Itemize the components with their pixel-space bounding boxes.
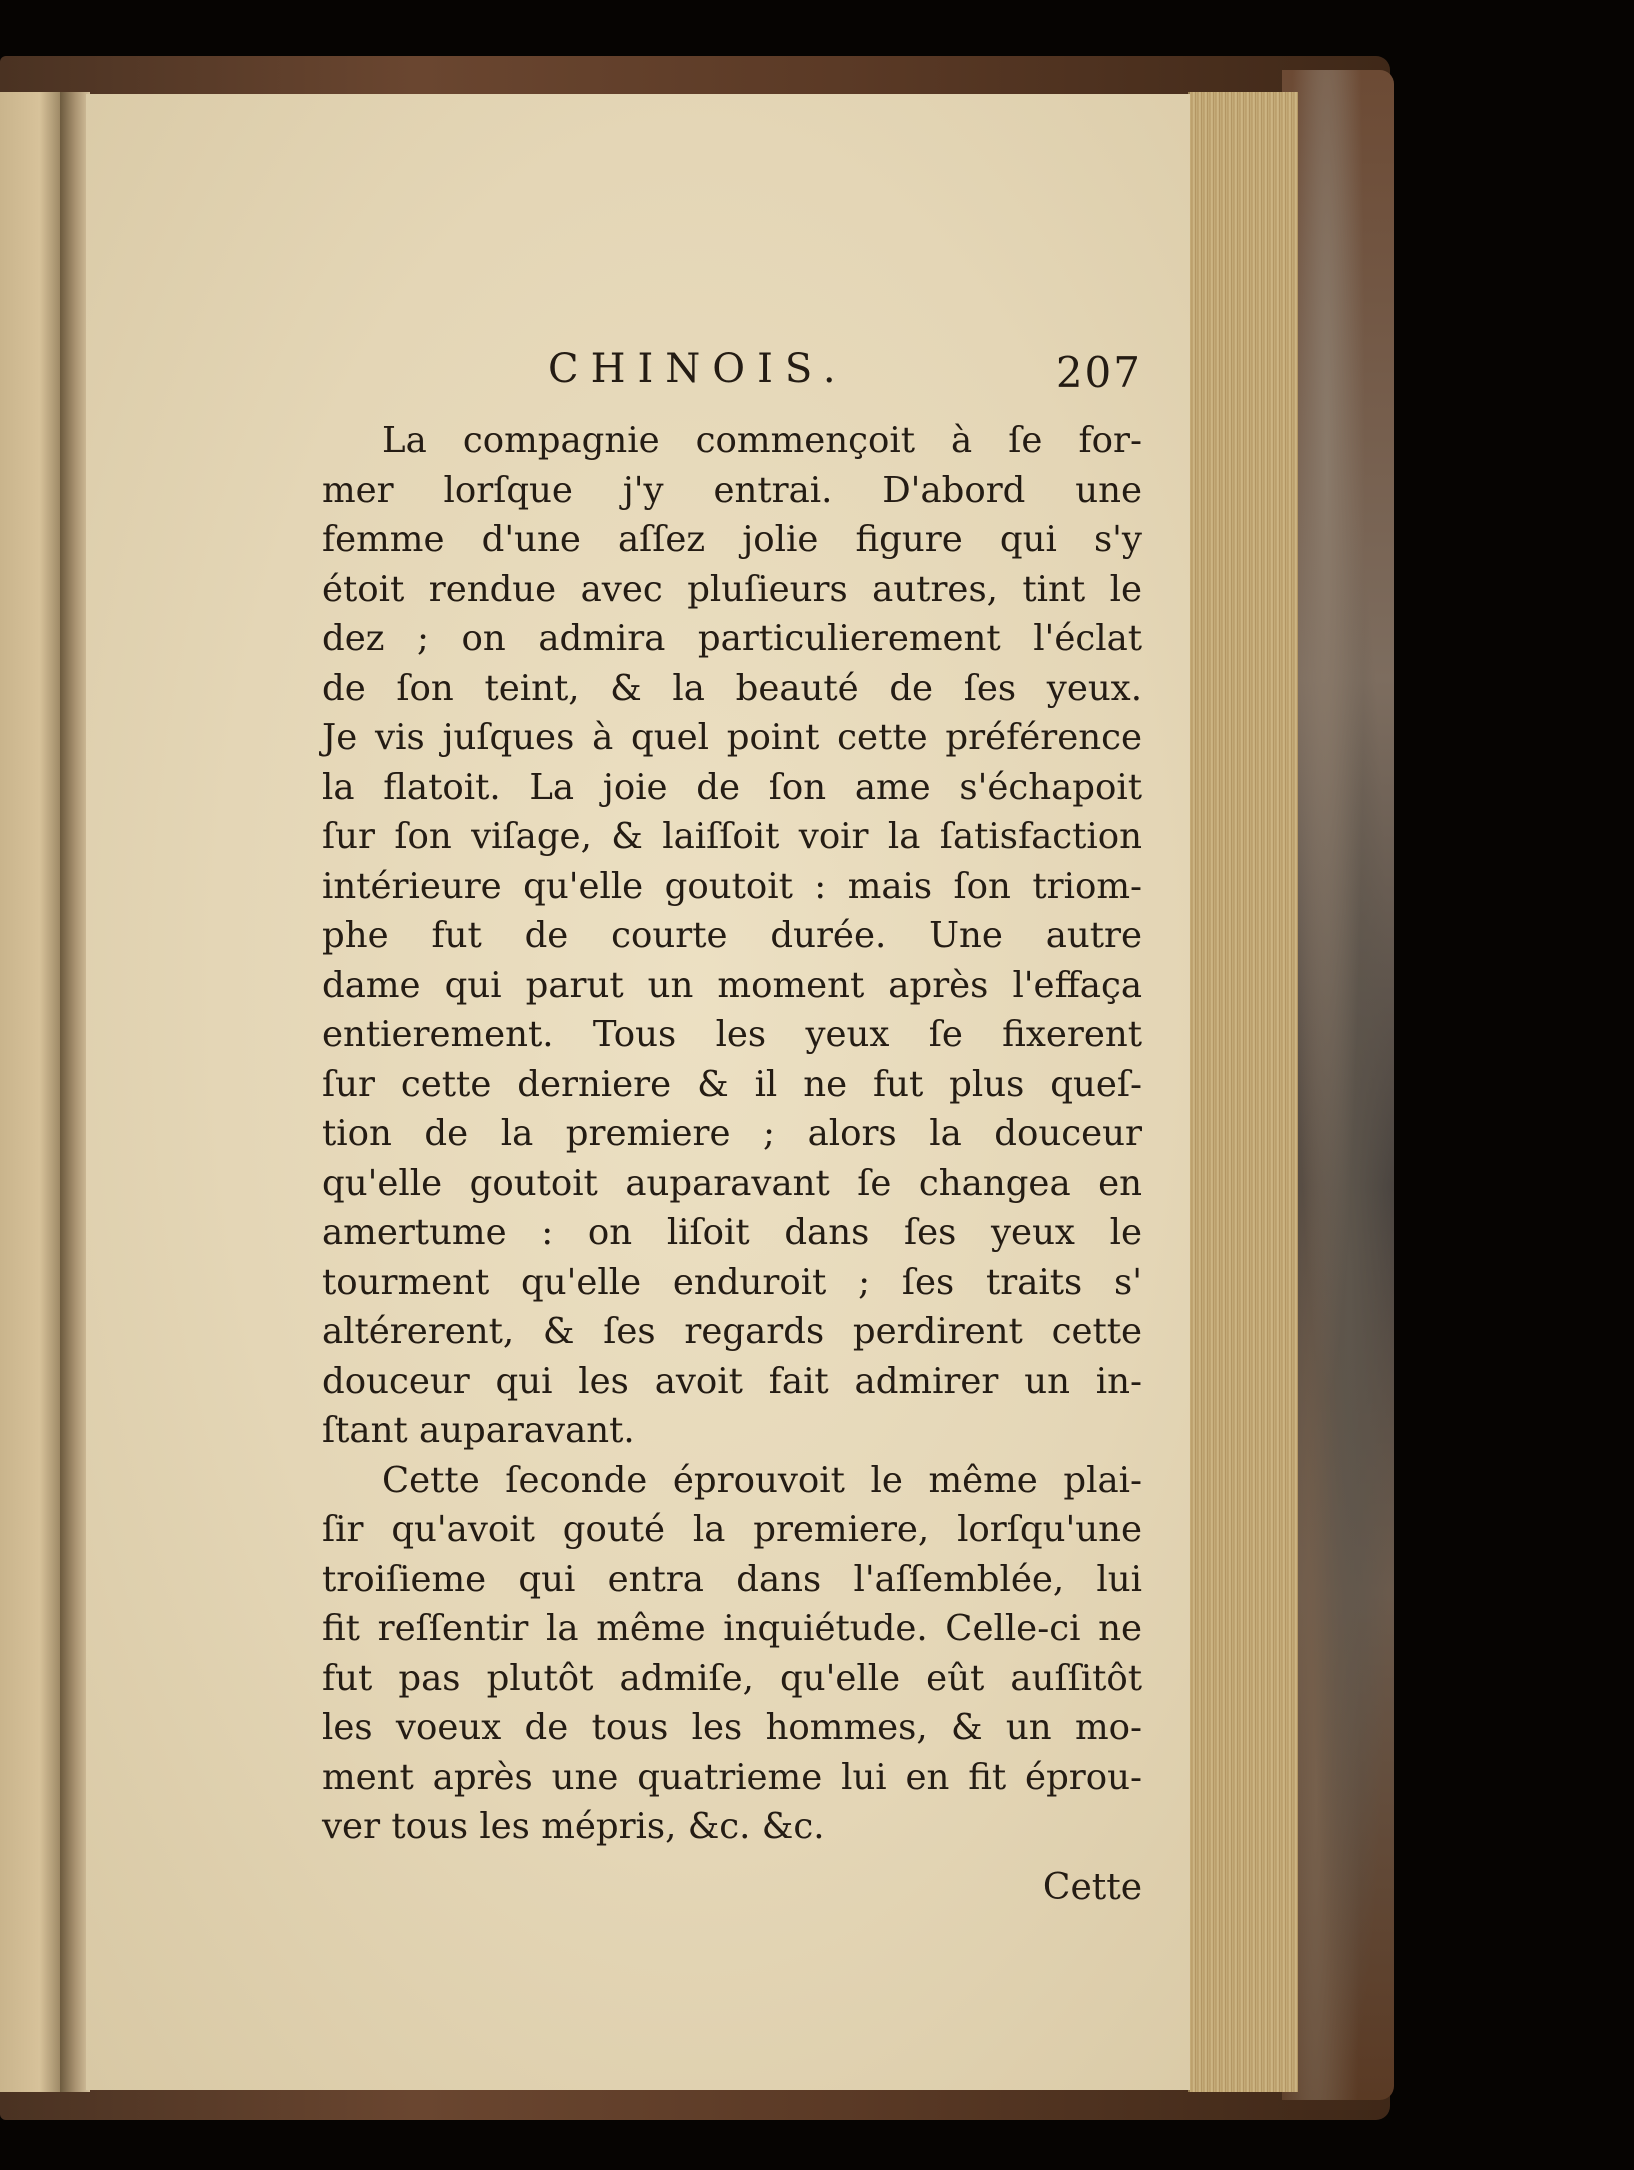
text-line: tion de la premiere ; alors la douceur: [322, 1113, 1142, 1154]
text-line: ſur ſon viſage, & laiſſoit voir la ſatisfaction: [322, 816, 1142, 857]
text-line: fut pas plutôt admiſe, qu'elle eût auſſitôt: [322, 1657, 1142, 1699]
text-line: la flatoit. La joie de ſon ame s'échapoit: [322, 766, 1142, 808]
text-line: altérerent, & ſes regards perdirent cette: [322, 1311, 1142, 1352]
running-title: CHINOIS.: [548, 346, 848, 392]
text-line: ſir qu'avoit gouté la premiere, lorſqu'une: [322, 1509, 1142, 1550]
text-line: ment après une quatrieme lui en fit éprou-: [322, 1756, 1142, 1798]
text-line: entierement. Tous les yeux ſe fixerent: [322, 1014, 1142, 1055]
text-line: tourment qu'elle enduroit ; ſes traits s': [322, 1261, 1142, 1303]
text-block: [322, 346, 1142, 1918]
marbled-board: [1282, 70, 1394, 2100]
book-page: [86, 94, 1190, 2090]
text-line: fit reſſentir la même inquiétude. Celle-ci ne: [322, 1608, 1142, 1649]
paragraph-1: [322, 416, 1142, 1456]
text-line: ver tous les mépris, &c. &c.: [322, 1806, 825, 1847]
running-head: [322, 346, 1142, 416]
text-line: douceur qui les avoit fait admirer un in-: [322, 1360, 1142, 1402]
text-line: qu'elle goutoit auparavant ſe changea en: [322, 1162, 1142, 1204]
text-line: les voeux de tous les hommes, & un mo-: [322, 1707, 1142, 1748]
text-line: amertume : on liſoit dans ſes yeux le: [322, 1212, 1142, 1253]
text-line: phe fut de courte durée. Une autre: [322, 915, 1142, 956]
text-line: de ſon teint, & la beauté de ſes yeux.: [322, 667, 1142, 709]
text-line: La compagnie commençoit à ſe for-: [382, 420, 1142, 461]
page-number: 207: [1055, 348, 1142, 397]
text-line: ſur cette derniere & il ne fut plus queſ-: [322, 1063, 1142, 1105]
text-line: Cette ſeconde éprouvoit le même plai-: [382, 1459, 1142, 1501]
text-line: dame qui parut un moment après l'effaça: [322, 964, 1142, 1006]
paragraph-2: [322, 1456, 1142, 1852]
text-line: mer lorſque j'y entrai. D'abord une: [322, 469, 1142, 511]
fore-edge-pages: [1188, 92, 1298, 2092]
catchword: Cette: [1042, 1866, 1142, 1908]
text-line: Je vis juſques à quel point cette préférence: [322, 717, 1142, 758]
text-line: troiſieme qui entra dans l'aſſemblée, lui: [322, 1558, 1142, 1600]
text-line: intérieure qu'elle goutoit : mais ſon triom-: [322, 865, 1142, 907]
text-line: femme d'une aſſez jolie figure qui s'y: [322, 519, 1142, 560]
text-line: étoit rendue avec pluſieurs autres, tint le: [322, 568, 1142, 610]
previous-page-edge: [0, 92, 66, 2092]
text-line: dez ; on admira particulierement l'éclat: [322, 618, 1142, 659]
text-line: ſtant auparavant.: [322, 1410, 635, 1451]
